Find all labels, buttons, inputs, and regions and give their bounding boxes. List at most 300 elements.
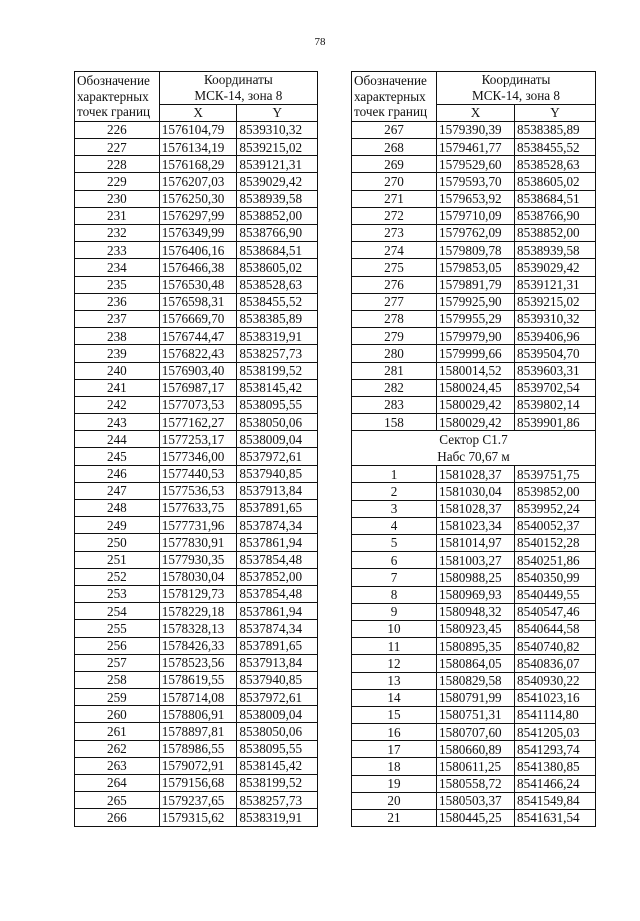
table-row bbox=[352, 758, 596, 775]
y-coordinate-cell: 8539310,32 bbox=[237, 121, 318, 138]
point-id-cell: 265 bbox=[75, 792, 160, 809]
table-row bbox=[75, 517, 318, 534]
table-row bbox=[75, 276, 318, 293]
point-id-cell: 241 bbox=[75, 379, 160, 396]
y-coordinate-cell: 8540152,28 bbox=[515, 535, 596, 552]
x-coordinate-cell: 1578328,13 bbox=[159, 620, 237, 637]
table-row bbox=[75, 121, 318, 138]
x-coordinate-cell: 1577440,53 bbox=[159, 465, 237, 482]
header-coord-line: Координаты bbox=[204, 72, 273, 87]
header-name-line: точек границ bbox=[354, 104, 428, 120]
y-coordinate-cell: 8539406,96 bbox=[515, 328, 596, 345]
page-number: 78 bbox=[314, 36, 326, 48]
y-coordinate-cell: 8541631,54 bbox=[515, 810, 596, 827]
x-coordinate-cell: 1580864,05 bbox=[437, 655, 515, 672]
y-coordinate-cell: 8538145,42 bbox=[237, 757, 318, 774]
y-coordinate-cell: 8538199,52 bbox=[237, 775, 318, 792]
y-coordinate-cell: 8540644,58 bbox=[515, 620, 596, 637]
table-row bbox=[75, 259, 318, 276]
y-coordinate-cell: 8539215,02 bbox=[237, 139, 318, 156]
y-coordinate-cell: 8538095,55 bbox=[237, 396, 318, 413]
y-coordinate-cell: 8538257,73 bbox=[237, 345, 318, 362]
point-id-cell: 233 bbox=[75, 242, 160, 259]
x-coordinate-cell: 1578806,91 bbox=[159, 706, 237, 723]
x-coordinate-cell: 1576669,70 bbox=[159, 310, 237, 327]
y-coordinate-cell: 8538145,42 bbox=[237, 379, 318, 396]
point-id-cell: 271 bbox=[352, 190, 437, 207]
point-id-cell: 237 bbox=[75, 310, 160, 327]
y-coordinate-cell: 8537913,84 bbox=[237, 654, 318, 671]
y-coordinate-cell: 8540350,99 bbox=[515, 569, 596, 586]
point-id-cell: 266 bbox=[75, 809, 160, 826]
point-id-cell: 16 bbox=[352, 724, 437, 741]
x-coordinate-cell: 1578030,04 bbox=[159, 568, 237, 585]
table-row bbox=[352, 328, 596, 345]
x-coordinate-cell: 1579529,60 bbox=[437, 156, 515, 173]
x-coordinate-cell: 1581030,04 bbox=[437, 483, 515, 500]
point-id-cell: 275 bbox=[352, 259, 437, 276]
x-coordinate-cell: 1581003,27 bbox=[437, 552, 515, 569]
table-row bbox=[75, 173, 318, 190]
point-id-cell: 234 bbox=[75, 259, 160, 276]
table-row bbox=[352, 379, 596, 396]
x-coordinate-cell: 1579653,92 bbox=[437, 190, 515, 207]
table-row bbox=[352, 552, 596, 569]
y-coordinate-cell: 8541293,74 bbox=[515, 741, 596, 758]
y-coordinate-cell: 8538766,90 bbox=[515, 207, 596, 224]
point-id-cell: 20 bbox=[352, 792, 437, 809]
x-coordinate-cell: 1576250,30 bbox=[159, 190, 237, 207]
table-row bbox=[75, 156, 318, 173]
point-id-cell: 273 bbox=[352, 225, 437, 242]
y-coordinate-cell: 8538528,63 bbox=[515, 156, 596, 173]
header-name-line: Обозначение bbox=[354, 72, 427, 88]
point-id-cell: 12 bbox=[352, 655, 437, 672]
point-id-cell: 247 bbox=[75, 482, 160, 499]
table-row bbox=[75, 190, 318, 207]
x-coordinate-cell: 1580988,25 bbox=[437, 569, 515, 586]
point-id-cell: 235 bbox=[75, 276, 160, 293]
y-coordinate-cell: 8537891,65 bbox=[237, 500, 318, 517]
x-coordinate-cell: 1576207,03 bbox=[159, 173, 237, 190]
sector-height: Набс 70,67 м bbox=[437, 449, 510, 465]
y-coordinate-cell: 8539702,54 bbox=[515, 379, 596, 396]
point-id-cell: 236 bbox=[75, 293, 160, 310]
point-id-cell: 17 bbox=[352, 741, 437, 758]
point-id-cell: 252 bbox=[75, 568, 160, 585]
x-coordinate-cell: 1579979,90 bbox=[437, 328, 515, 345]
table-row bbox=[352, 620, 596, 637]
x-coordinate-cell: 1579762,09 bbox=[437, 225, 515, 242]
x-coordinate-cell: 1576822,43 bbox=[159, 345, 237, 362]
y-coordinate-cell: 8540449,55 bbox=[515, 586, 596, 603]
header-name-line: Обозначение bbox=[77, 72, 150, 88]
point-id-cell: 276 bbox=[352, 276, 437, 293]
x-coordinate-cell: 1580791,99 bbox=[437, 689, 515, 706]
table-row bbox=[352, 810, 596, 827]
point-id-cell: 246 bbox=[75, 465, 160, 482]
point-designation-header bbox=[75, 72, 160, 122]
table-row bbox=[75, 379, 318, 396]
y-coordinate-cell: 8537874,34 bbox=[237, 517, 318, 534]
table-row bbox=[75, 654, 318, 671]
x-coordinate-cell: 1580503,37 bbox=[437, 792, 515, 809]
table-row bbox=[352, 173, 596, 190]
y-coordinate-cell: 8538852,00 bbox=[237, 207, 318, 224]
y-coordinate-cell: 8538385,89 bbox=[515, 121, 596, 138]
point-id-cell: 281 bbox=[352, 362, 437, 379]
table-body bbox=[75, 121, 318, 826]
y-coordinate-cell: 8537861,94 bbox=[237, 534, 318, 551]
point-id-cell: 21 bbox=[352, 810, 437, 827]
table-row bbox=[75, 293, 318, 310]
x-coordinate-cell: 1579072,91 bbox=[159, 757, 237, 774]
point-id-cell: 261 bbox=[75, 723, 160, 740]
x-coordinate-cell: 1580024,45 bbox=[437, 379, 515, 396]
point-id-cell: 4 bbox=[352, 517, 437, 534]
x-coordinate-cell: 1580751,31 bbox=[437, 706, 515, 723]
y-coordinate-cell: 8537891,65 bbox=[237, 637, 318, 654]
point-id-cell: 231 bbox=[75, 207, 160, 224]
table-row bbox=[352, 603, 596, 620]
table-row bbox=[75, 139, 318, 156]
table-row bbox=[352, 276, 596, 293]
table-row bbox=[75, 568, 318, 585]
x-coordinate-cell: 1577930,35 bbox=[159, 551, 237, 568]
y-coordinate-cell: 8539952,24 bbox=[515, 500, 596, 517]
y-coordinate-cell: 8537854,48 bbox=[237, 551, 318, 568]
y-coordinate-cell: 8538528,63 bbox=[237, 276, 318, 293]
table-row bbox=[75, 328, 318, 345]
x-coordinate-cell: 1579710,09 bbox=[437, 207, 515, 224]
point-id-cell: 238 bbox=[75, 328, 160, 345]
point-id-cell: 15 bbox=[352, 706, 437, 723]
table-row bbox=[75, 706, 318, 723]
x-coordinate-cell: 1577731,96 bbox=[159, 517, 237, 534]
header-name-line: точек границ bbox=[77, 104, 151, 120]
y-coordinate-cell: 8540930,22 bbox=[515, 672, 596, 689]
point-id-cell: 5 bbox=[352, 535, 437, 552]
y-coordinate-cell: 8538939,58 bbox=[515, 242, 596, 259]
y-coordinate-cell: 8541380,85 bbox=[515, 758, 596, 775]
y-coordinate-cell: 8537940,85 bbox=[237, 671, 318, 688]
x-coordinate-cell: 1579156,68 bbox=[159, 775, 237, 792]
x-coordinate-cell: 1578619,55 bbox=[159, 671, 237, 688]
table-row bbox=[352, 310, 596, 327]
point-id-cell: 262 bbox=[75, 740, 160, 757]
y-coordinate-cell: 8538605,02 bbox=[237, 259, 318, 276]
point-id-cell: 244 bbox=[75, 431, 160, 448]
table-row bbox=[352, 414, 596, 431]
y-coordinate-cell: 8537913,84 bbox=[237, 482, 318, 499]
table-row bbox=[352, 190, 596, 207]
y-coordinate-cell: 8538319,91 bbox=[237, 328, 318, 345]
y-coordinate-cell: 8538684,51 bbox=[237, 242, 318, 259]
point-id-cell: 229 bbox=[75, 173, 160, 190]
table-row bbox=[352, 396, 596, 413]
table-row bbox=[75, 620, 318, 637]
table-row bbox=[75, 534, 318, 551]
x-coordinate-cell: 1577253,17 bbox=[159, 431, 237, 448]
y-coordinate-cell: 8538257,73 bbox=[237, 792, 318, 809]
point-id-cell: 260 bbox=[75, 706, 160, 723]
table-row bbox=[75, 396, 318, 413]
x-coordinate-cell: 1579390,39 bbox=[437, 121, 515, 138]
x-coordinate-cell: 1580948,32 bbox=[437, 603, 515, 620]
point-id-cell: 3 bbox=[352, 500, 437, 517]
table-row bbox=[352, 535, 596, 552]
table-row bbox=[75, 345, 318, 362]
table-row bbox=[352, 655, 596, 672]
point-id-cell: 226 bbox=[75, 121, 160, 138]
point-id-cell: 253 bbox=[75, 585, 160, 602]
x-coordinate-cell: 1579237,65 bbox=[159, 792, 237, 809]
header-coord-line: МСК-14, зона 8 bbox=[471, 87, 561, 103]
table-row bbox=[352, 207, 596, 224]
table-row bbox=[352, 293, 596, 310]
x-coordinate-cell: 1580660,89 bbox=[437, 741, 515, 758]
x-coordinate-cell: 1578129,73 bbox=[159, 585, 237, 602]
point-id-cell: 263 bbox=[75, 757, 160, 774]
point-id-cell: 255 bbox=[75, 620, 160, 637]
sector-title: Сектор С1.7 bbox=[439, 432, 508, 448]
table-row bbox=[352, 792, 596, 809]
point-id-cell: 8 bbox=[352, 586, 437, 603]
table-row bbox=[75, 603, 318, 620]
table-row bbox=[75, 431, 318, 448]
x-coordinate-cell: 1576598,31 bbox=[159, 293, 237, 310]
x-coordinate-cell: 1576104,79 bbox=[159, 121, 237, 138]
point-id-cell: 19 bbox=[352, 775, 437, 792]
point-designation-header bbox=[352, 72, 437, 122]
table-row bbox=[75, 500, 318, 517]
x-coordinate-cell: 1579853,05 bbox=[437, 259, 515, 276]
point-id-cell: 1 bbox=[352, 466, 437, 483]
point-id-cell: 10 bbox=[352, 620, 437, 637]
sector-cell bbox=[352, 431, 596, 466]
x-coordinate-cell: 1578229,18 bbox=[159, 603, 237, 620]
y-coordinate-cell: 8538455,52 bbox=[515, 139, 596, 156]
x-coordinate-cell: 1580895,35 bbox=[437, 638, 515, 655]
x-coordinate-cell: 1576903,40 bbox=[159, 362, 237, 379]
table-row bbox=[352, 483, 596, 500]
x-coordinate-cell: 1580829,58 bbox=[437, 672, 515, 689]
y-coordinate-cell: 8538009,04 bbox=[237, 431, 318, 448]
x-coordinate-cell: 1576168,29 bbox=[159, 156, 237, 173]
x-coordinate-cell: 1581028,37 bbox=[437, 466, 515, 483]
x-coordinate-cell: 1576134,19 bbox=[159, 139, 237, 156]
y-coordinate-cell: 8537854,48 bbox=[237, 585, 318, 602]
coordinates-header bbox=[159, 72, 317, 105]
x-coordinate-cell: 1577162,27 bbox=[159, 414, 237, 431]
x-coordinate-cell: 1579315,62 bbox=[159, 809, 237, 826]
y-coordinate-cell: 8537874,34 bbox=[237, 620, 318, 637]
y-coordinate-cell: 8539901,86 bbox=[515, 414, 596, 431]
x-coordinate-cell: 1580445,25 bbox=[437, 810, 515, 827]
y-coordinate-cell: 8540251,86 bbox=[515, 552, 596, 569]
table-row bbox=[352, 569, 596, 586]
point-id-cell: 257 bbox=[75, 654, 160, 671]
y-coordinate-cell: 8539029,42 bbox=[515, 259, 596, 276]
x-coordinate-cell: 1578523,56 bbox=[159, 654, 237, 671]
table-row bbox=[352, 466, 596, 483]
table-row bbox=[75, 242, 318, 259]
y-coordinate-cell: 8539751,75 bbox=[515, 466, 596, 483]
point-id-cell: 232 bbox=[75, 225, 160, 242]
x-coordinate-cell: 1578714,08 bbox=[159, 689, 237, 706]
table-row bbox=[352, 139, 596, 156]
y-coordinate-cell: 8540836,07 bbox=[515, 655, 596, 672]
x-coordinate-cell: 1580029,42 bbox=[437, 414, 515, 431]
x-coordinate-cell: 1577346,00 bbox=[159, 448, 237, 465]
point-id-cell: 158 bbox=[352, 414, 437, 431]
table-row bbox=[75, 740, 318, 757]
x-coordinate-cell: 1576744,47 bbox=[159, 328, 237, 345]
point-id-cell: 274 bbox=[352, 242, 437, 259]
point-id-cell: 270 bbox=[352, 173, 437, 190]
y-coordinate-cell: 8541023,16 bbox=[515, 689, 596, 706]
y-coordinate-cell: 8539029,42 bbox=[237, 173, 318, 190]
point-id-cell: 277 bbox=[352, 293, 437, 310]
x-coordinate-cell: 1577073,53 bbox=[159, 396, 237, 413]
point-id-cell: 228 bbox=[75, 156, 160, 173]
x-coordinate-cell: 1581023,34 bbox=[437, 517, 515, 534]
y-coordinate-cell: 8540740,82 bbox=[515, 638, 596, 655]
table-row bbox=[352, 706, 596, 723]
table-row bbox=[75, 225, 318, 242]
point-id-cell: 2 bbox=[352, 483, 437, 500]
y-coordinate-cell: 8539310,32 bbox=[515, 310, 596, 327]
table-row bbox=[352, 500, 596, 517]
y-coordinate-cell: 8539121,31 bbox=[237, 156, 318, 173]
table-row bbox=[75, 465, 318, 482]
y-coordinate-cell: 8539802,14 bbox=[515, 396, 596, 413]
table-row bbox=[352, 259, 596, 276]
y-coordinate-cell: 8538095,55 bbox=[237, 740, 318, 757]
x-coordinate-cell: 1580969,93 bbox=[437, 586, 515, 603]
y-column-header: Y bbox=[237, 104, 318, 121]
header-coord-line: Координаты bbox=[481, 72, 551, 87]
table-body bbox=[352, 466, 596, 827]
table-row bbox=[75, 551, 318, 568]
table-row bbox=[75, 207, 318, 224]
y-coordinate-cell: 8541549,84 bbox=[515, 792, 596, 809]
x-coordinate-cell: 1576349,99 bbox=[159, 225, 237, 242]
point-id-cell: 256 bbox=[75, 637, 160, 654]
table-row bbox=[75, 482, 318, 499]
header-name-line: характерных bbox=[77, 88, 149, 104]
x-coordinate-cell: 1580923,45 bbox=[437, 620, 515, 637]
point-id-cell: 9 bbox=[352, 603, 437, 620]
y-coordinate-cell: 8537861,94 bbox=[237, 603, 318, 620]
table-header bbox=[352, 72, 596, 122]
table-row bbox=[352, 689, 596, 706]
y-coordinate-cell: 8537972,61 bbox=[237, 448, 318, 465]
y-coordinate-cell: 8540052,37 bbox=[515, 517, 596, 534]
y-coordinate-cell: 8538385,89 bbox=[237, 310, 318, 327]
coordinates-header bbox=[437, 72, 596, 105]
table-row bbox=[75, 757, 318, 774]
table-row bbox=[75, 585, 318, 602]
table-row bbox=[352, 517, 596, 534]
y-coordinate-cell: 8537940,85 bbox=[237, 465, 318, 482]
x-coordinate-cell: 1579461,77 bbox=[437, 139, 515, 156]
point-id-cell: 7 bbox=[352, 569, 437, 586]
table-row bbox=[75, 809, 318, 826]
sector-section bbox=[352, 431, 596, 466]
table-row bbox=[75, 775, 318, 792]
x-coordinate-cell: 1576406,16 bbox=[159, 242, 237, 259]
x-coordinate-cell: 1576530,48 bbox=[159, 276, 237, 293]
point-id-cell: 254 bbox=[75, 603, 160, 620]
point-id-cell: 283 bbox=[352, 396, 437, 413]
y-coordinate-cell: 8541466,24 bbox=[515, 775, 596, 792]
y-coordinate-cell: 8541205,03 bbox=[515, 724, 596, 741]
point-id-cell: 245 bbox=[75, 448, 160, 465]
table-row bbox=[75, 689, 318, 706]
x-coordinate-cell: 1579891,79 bbox=[437, 276, 515, 293]
y-coordinate-cell: 8538455,52 bbox=[237, 293, 318, 310]
y-coordinate-cell: 8538684,51 bbox=[515, 190, 596, 207]
table-row bbox=[352, 156, 596, 173]
table-row bbox=[75, 448, 318, 465]
y-coordinate-cell: 8539504,70 bbox=[515, 345, 596, 362]
table-row bbox=[352, 638, 596, 655]
table-row bbox=[352, 586, 596, 603]
table-row bbox=[352, 724, 596, 741]
point-id-cell: 278 bbox=[352, 310, 437, 327]
coordinates-table-left bbox=[74, 71, 318, 827]
x-coordinate-cell: 1577536,53 bbox=[159, 482, 237, 499]
point-id-cell: 243 bbox=[75, 414, 160, 431]
point-id-cell: 230 bbox=[75, 190, 160, 207]
point-id-cell: 268 bbox=[352, 139, 437, 156]
table-row bbox=[352, 225, 596, 242]
point-id-cell: 14 bbox=[352, 689, 437, 706]
x-coordinate-cell: 1576297,99 bbox=[159, 207, 237, 224]
header-name-line: характерных bbox=[354, 88, 426, 104]
table-row bbox=[75, 362, 318, 379]
point-id-cell: 251 bbox=[75, 551, 160, 568]
y-coordinate-cell: 8538852,00 bbox=[515, 225, 596, 242]
table-row bbox=[75, 637, 318, 654]
y-coordinate-cell: 8538605,02 bbox=[515, 173, 596, 190]
table-row bbox=[75, 792, 318, 809]
y-coordinate-cell: 8538939,58 bbox=[237, 190, 318, 207]
x-coordinate-cell: 1580014,52 bbox=[437, 362, 515, 379]
x-coordinate-cell: 1576987,17 bbox=[159, 379, 237, 396]
point-id-cell: 267 bbox=[352, 121, 437, 138]
x-coordinate-cell: 1581028,37 bbox=[437, 500, 515, 517]
y-coordinate-cell: 8538766,90 bbox=[237, 225, 318, 242]
point-id-cell: 272 bbox=[352, 207, 437, 224]
point-id-cell: 239 bbox=[75, 345, 160, 362]
x-coordinate-cell: 1578426,33 bbox=[159, 637, 237, 654]
table-row bbox=[352, 741, 596, 758]
y-coordinate-cell: 8538050,06 bbox=[237, 414, 318, 431]
y-coordinate-cell: 8539603,31 bbox=[515, 362, 596, 379]
x-column-header: X bbox=[437, 104, 515, 121]
x-coordinate-cell: 1580558,72 bbox=[437, 775, 515, 792]
y-coordinate-cell: 8539121,31 bbox=[515, 276, 596, 293]
point-id-cell: 259 bbox=[75, 689, 160, 706]
y-coordinate-cell: 8538199,52 bbox=[237, 362, 318, 379]
y-column-header: Y bbox=[515, 104, 596, 121]
x-coordinate-cell: 1579809,78 bbox=[437, 242, 515, 259]
table-row bbox=[75, 671, 318, 688]
point-id-cell: 258 bbox=[75, 671, 160, 688]
x-coordinate-cell: 1580707,60 bbox=[437, 724, 515, 741]
